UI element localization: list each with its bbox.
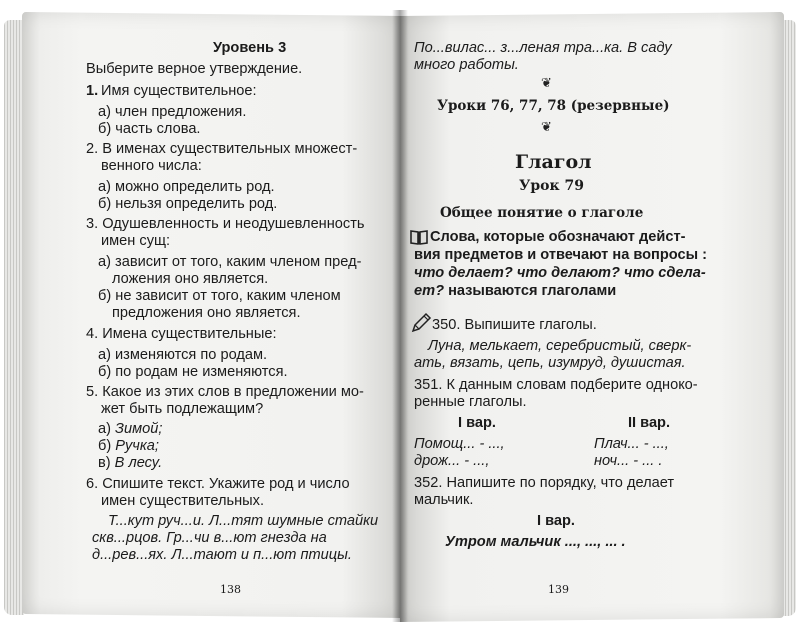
lesson-title: Урок 79 bbox=[519, 178, 584, 194]
section-title: Глагол bbox=[515, 151, 592, 173]
q6-line2: имен существительных. bbox=[101, 493, 265, 509]
variant-2-label: II вар. bbox=[628, 415, 671, 431]
q2-line2: венного числа: bbox=[101, 158, 202, 174]
q3-line1: 3. Одушевленность и неодушевленность bbox=[86, 216, 365, 232]
rule-line4: ет? называются глаголами bbox=[414, 283, 617, 299]
q4-line1: 4. Имена существительные: bbox=[86, 326, 277, 342]
q5-option-c: в) В лесу. bbox=[98, 455, 163, 471]
reserve-lessons: Уроки 76, 77, 78 (резервные) bbox=[437, 98, 670, 114]
level-title: Уровень 3 bbox=[213, 40, 287, 56]
exercise-350: 350. Выпишите глаголы. bbox=[432, 317, 597, 333]
q5-option-b: б) Ручка; bbox=[98, 438, 159, 454]
q1-text: Имя существительное: bbox=[101, 83, 257, 99]
q6-text-line2: скв...рцов. Гр...чи в...ют гнезда на bbox=[92, 530, 327, 546]
rule-line1: Слова, которые обозначают дейст- bbox=[430, 229, 686, 245]
carryover-line1: По...вилас... з...леная тра...ка. В саду bbox=[414, 40, 672, 56]
q6-text-line3: д...рев...ях. Л...тают и п...ют птицы. bbox=[92, 547, 352, 563]
ornament-bottom-icon: ❦ bbox=[541, 120, 552, 135]
exercise-352-line1: 352. Напишите по порядку, что делает bbox=[414, 475, 675, 491]
variant-1-label: I вар. bbox=[458, 415, 496, 431]
q2-line1: 2. В именах существительных множест- bbox=[86, 141, 358, 157]
word-drozh: дрож... - ..., bbox=[414, 453, 490, 469]
q1-number: 1. bbox=[86, 83, 99, 99]
q5-option-a: а) Зимой; bbox=[98, 421, 163, 437]
q3-option-a-line1: а) зависит от того, каким членом пред- bbox=[98, 254, 362, 270]
instruction: Выберите верное утверждение. bbox=[86, 61, 303, 77]
word-pomosch: Помощ... - ..., bbox=[414, 436, 505, 452]
variant-1-label-b: I вар. bbox=[537, 513, 575, 529]
q6-line1: 6. Спишите текст. Укажите род и число bbox=[86, 476, 350, 492]
q2-option-a: а) можно определить род. bbox=[98, 179, 275, 195]
left-page-number: 138 bbox=[220, 583, 241, 596]
q1-option-b: б) часть слова. bbox=[98, 121, 201, 137]
q6-text-line1: Т...кут руч...и. Л...тят шумные стайки bbox=[108, 513, 379, 529]
exercise-350-words-line2: ать, вязать, цепь, изумруд, душистая. bbox=[414, 355, 686, 371]
rule-line3: что делает? что делают? что сдела- bbox=[414, 265, 706, 281]
q1-option-a: а) член предложения. bbox=[98, 104, 247, 120]
left-page-edges bbox=[4, 20, 24, 615]
q4-option-a: а) изменяются по родам. bbox=[98, 347, 268, 363]
right-page-number: 139 bbox=[548, 583, 569, 596]
word-noch: ноч... - ... . bbox=[594, 453, 663, 469]
morning-sentence: Утром мальчик ..., ..., ... . bbox=[445, 534, 626, 550]
q2-option-b: б) нельзя определить род. bbox=[98, 196, 278, 212]
q5-line2: жет быть подлежащим? bbox=[101, 401, 264, 417]
exercise-351-line1: 351. К данным словам подберите однокo- bbox=[414, 377, 698, 393]
exercise-352-line2: мальчик. bbox=[414, 492, 474, 508]
q5-line1: 5. Какое из этих слов в предложении мо- bbox=[86, 384, 364, 400]
ornament-icon: ❦ bbox=[541, 76, 552, 91]
book-gutter bbox=[392, 10, 408, 622]
carryover-line2: много работы. bbox=[414, 57, 519, 73]
q3-option-b-line1: б) не зависит от того, каким членом bbox=[98, 288, 341, 304]
q3-option-a-line2: ложения оно является. bbox=[112, 271, 269, 287]
book-icon bbox=[410, 229, 428, 245]
exercise-350-words-line1: Луна, мелькает, серебристый, сверк- bbox=[428, 338, 692, 354]
q3-option-b-line2: предложения оно является. bbox=[112, 305, 301, 321]
topic-title: Общее понятие о глаголе bbox=[440, 205, 644, 221]
word-plach: Плач... - ..., bbox=[594, 436, 669, 452]
q4-option-b: б) по родам не изменяются. bbox=[98, 364, 288, 380]
rule-line2: вия предметов и отвечают на вопросы : bbox=[414, 247, 708, 263]
exercise-351-line2: ренные глаголы. bbox=[414, 394, 527, 410]
pencil-icon bbox=[410, 312, 432, 334]
q3-line2: имен сущ: bbox=[101, 233, 171, 249]
